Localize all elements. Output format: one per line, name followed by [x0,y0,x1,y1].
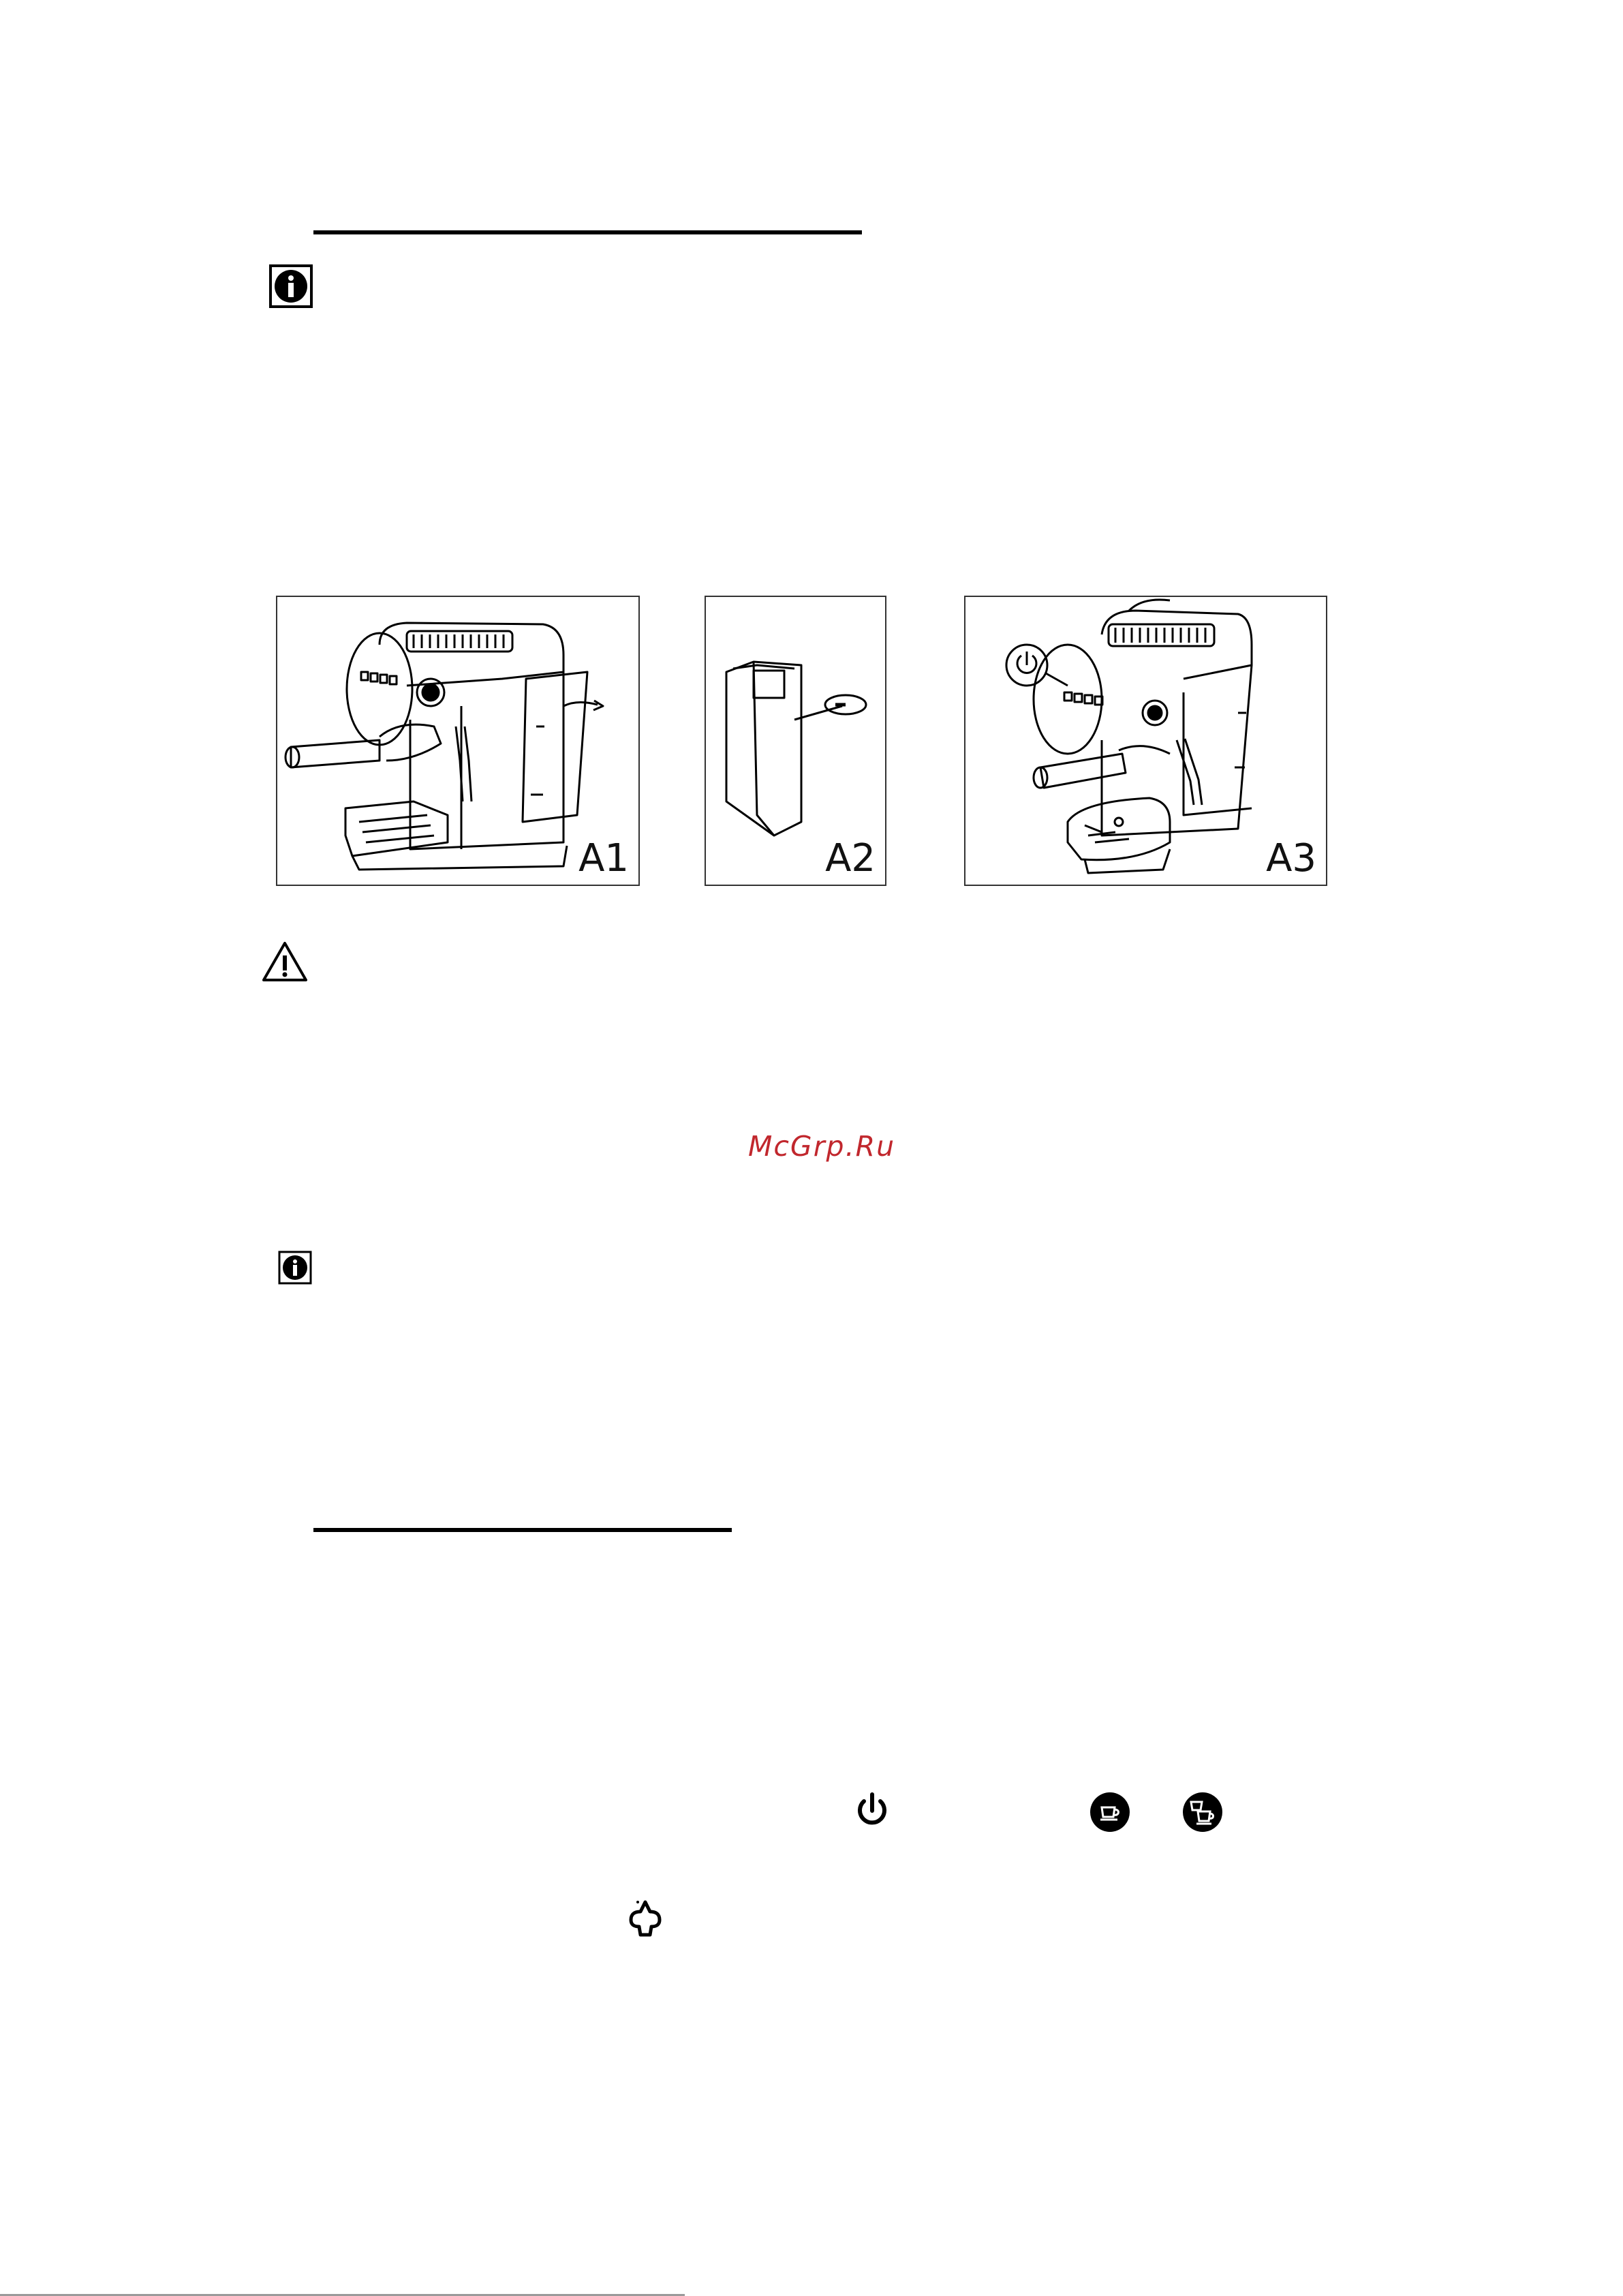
steam-icon [625,1898,665,1939]
section-rule-top [313,230,862,234]
figure-label: A3 [1266,836,1316,881]
figure-label: A2 [825,836,876,881]
figure-label: A1 [578,836,629,881]
double-cup-icon [1181,1791,1224,1833]
watermark-text: McGrp.Ru [748,1130,896,1163]
single-cup-icon [1089,1791,1131,1833]
warning-icon [261,940,309,983]
info-icon [278,1251,312,1285]
figure-a2 [705,596,886,886]
power-icon [852,1789,893,1830]
info-icon [269,264,313,308]
figure-a1 [276,596,640,886]
section-rule-bottom [313,1528,732,1532]
figure-a3 [964,596,1327,886]
